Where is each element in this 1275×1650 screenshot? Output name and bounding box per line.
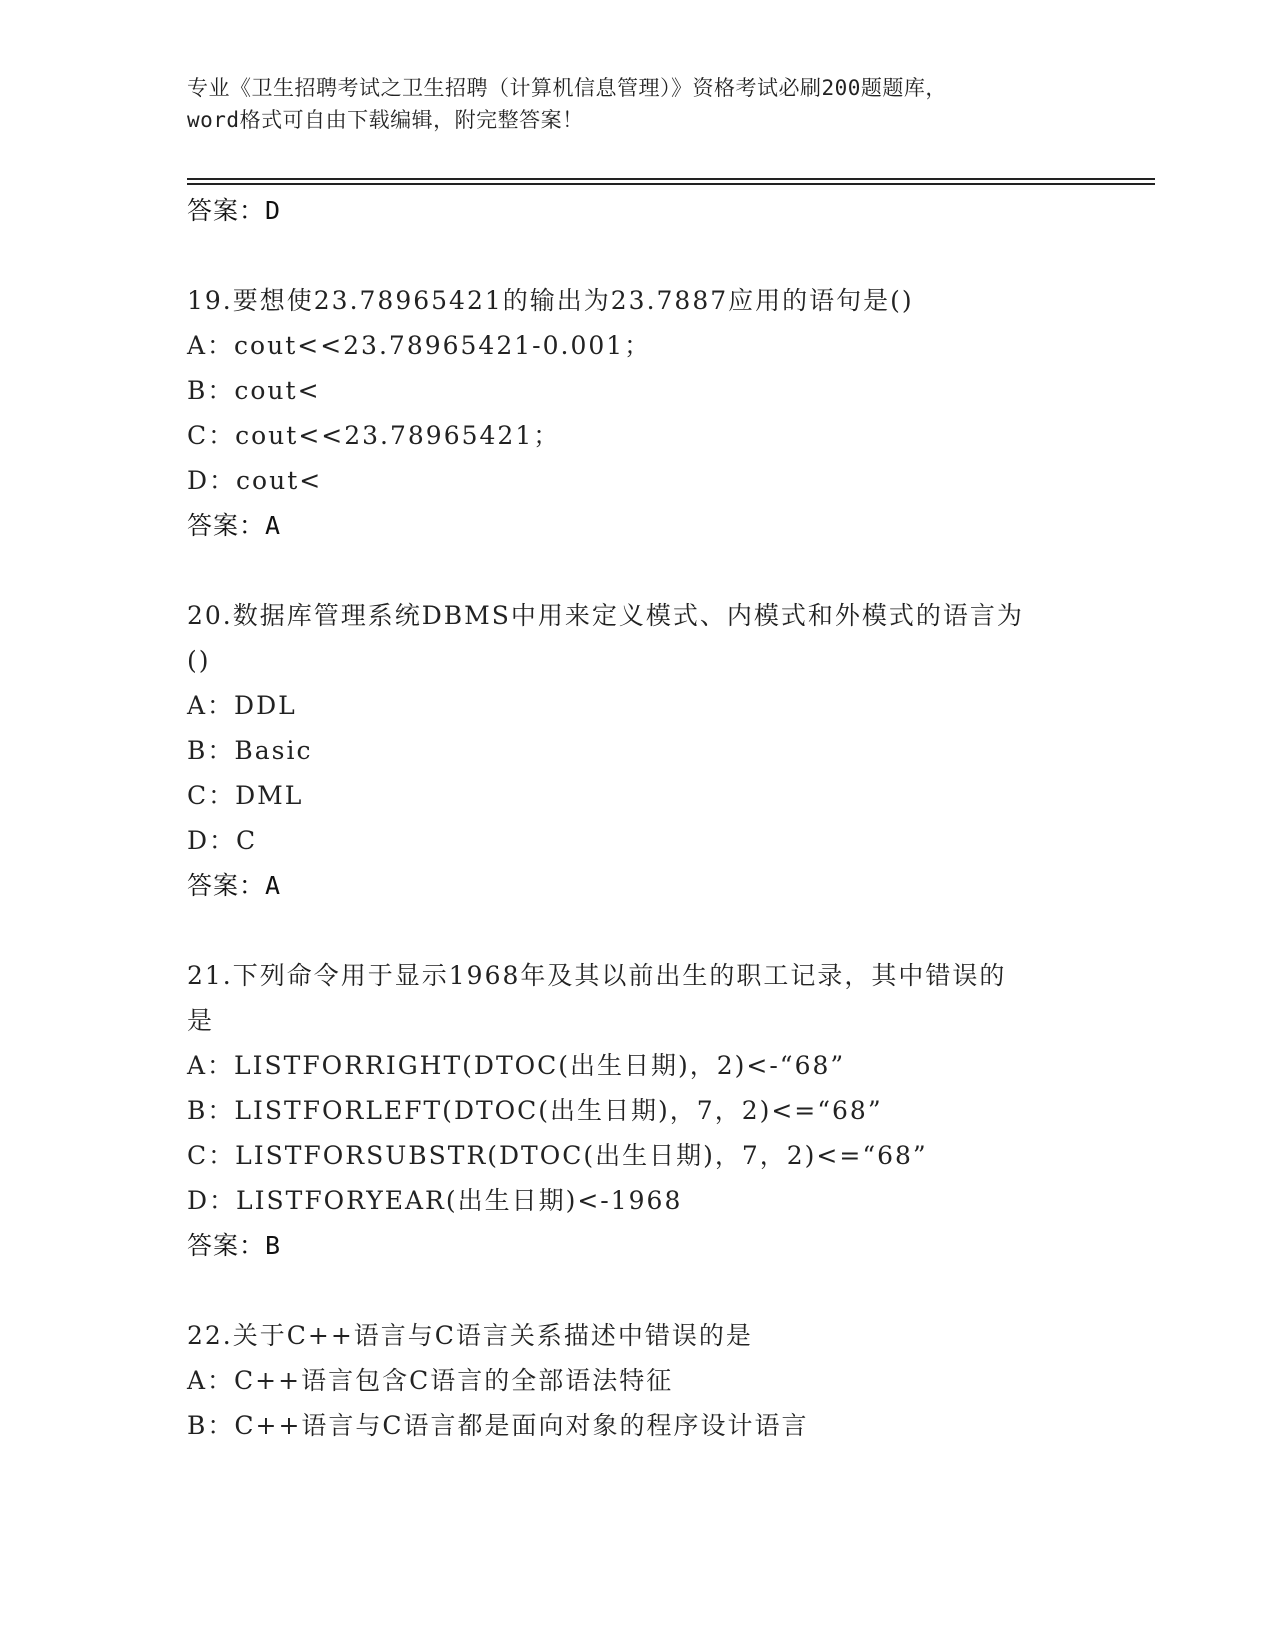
question-20-answer: 答案：A [187, 871, 282, 900]
question-21-option-a: A：LISTFORRIGHT(DTOC(出生日期)，2)<-“68” [187, 1051, 846, 1080]
header-divider-bottom [187, 183, 1155, 185]
question-22 [187, 1313, 1107, 1448]
answer-previous: 答案：D [187, 196, 282, 225]
question-19-answer: 答案：A [187, 511, 282, 540]
question-19-option-a: A：cout<<23.78965421-0.001； [187, 331, 652, 360]
question-20-option-c: C：DML [187, 781, 304, 810]
question-19-stem: 19.要想使23.78965421的输出为23.7887应用的语句是() [187, 286, 914, 315]
question-21-answer: 答案：B [187, 1231, 282, 1260]
header-line-2: word格式可自由下载编辑，附完整答案！ [187, 108, 584, 132]
question-21-option-b: B：LISTFORLEFT(DTOC(出生日期)，7，2)<=“68” [187, 1096, 883, 1125]
header-divider-top [187, 178, 1155, 180]
question-19-option-d: D：cout< [187, 466, 323, 495]
question-21-option-d: D：LISTFORYEAR(出生日期)<-1968 [187, 1186, 683, 1215]
header-line-1: 专业《卫生招聘考试之卫生招聘（计算机信息管理）》资格考试必刷200题题库， [187, 76, 947, 100]
question-20-stem-line-1: 20.数据库管理系统DBMS中用来定义模式、内模式和外模式的语言为 [187, 601, 1024, 630]
question-20-option-a: A：DDL [187, 691, 297, 720]
question-19-option-c: C：cout<<23.78965421； [187, 421, 561, 450]
question-22-option-b: B：C++语言与C语言都是面向对象的程序设计语言 [187, 1411, 809, 1440]
question-21-stem-line-2: 是 [187, 1006, 215, 1035]
question-21 [187, 953, 1107, 1269]
question-20 [187, 593, 1107, 909]
question-list [187, 188, 1107, 1448]
document-header [187, 72, 1087, 136]
question-19-option-b: B：cout< [187, 376, 321, 405]
question-21-stem-line-1: 21.下列命令用于显示1968年及其以前出生的职工记录，其中错误的 [187, 961, 1007, 990]
question-22-stem: 22.关于C++语言与C语言关系描述中错误的是 [187, 1321, 753, 1350]
question-20-option-d: D：C [187, 826, 258, 855]
question-22-option-a: A：C++语言包含C语言的全部语法特征 [187, 1366, 674, 1395]
question-20-option-b: B：Basic [187, 736, 313, 765]
question-19 [187, 278, 1107, 549]
question-20-stem-line-2: () [187, 646, 211, 675]
question-21-option-c: C：LISTFORSUBSTR(DTOC(出生日期)，7，2)<=“68” [187, 1141, 928, 1170]
